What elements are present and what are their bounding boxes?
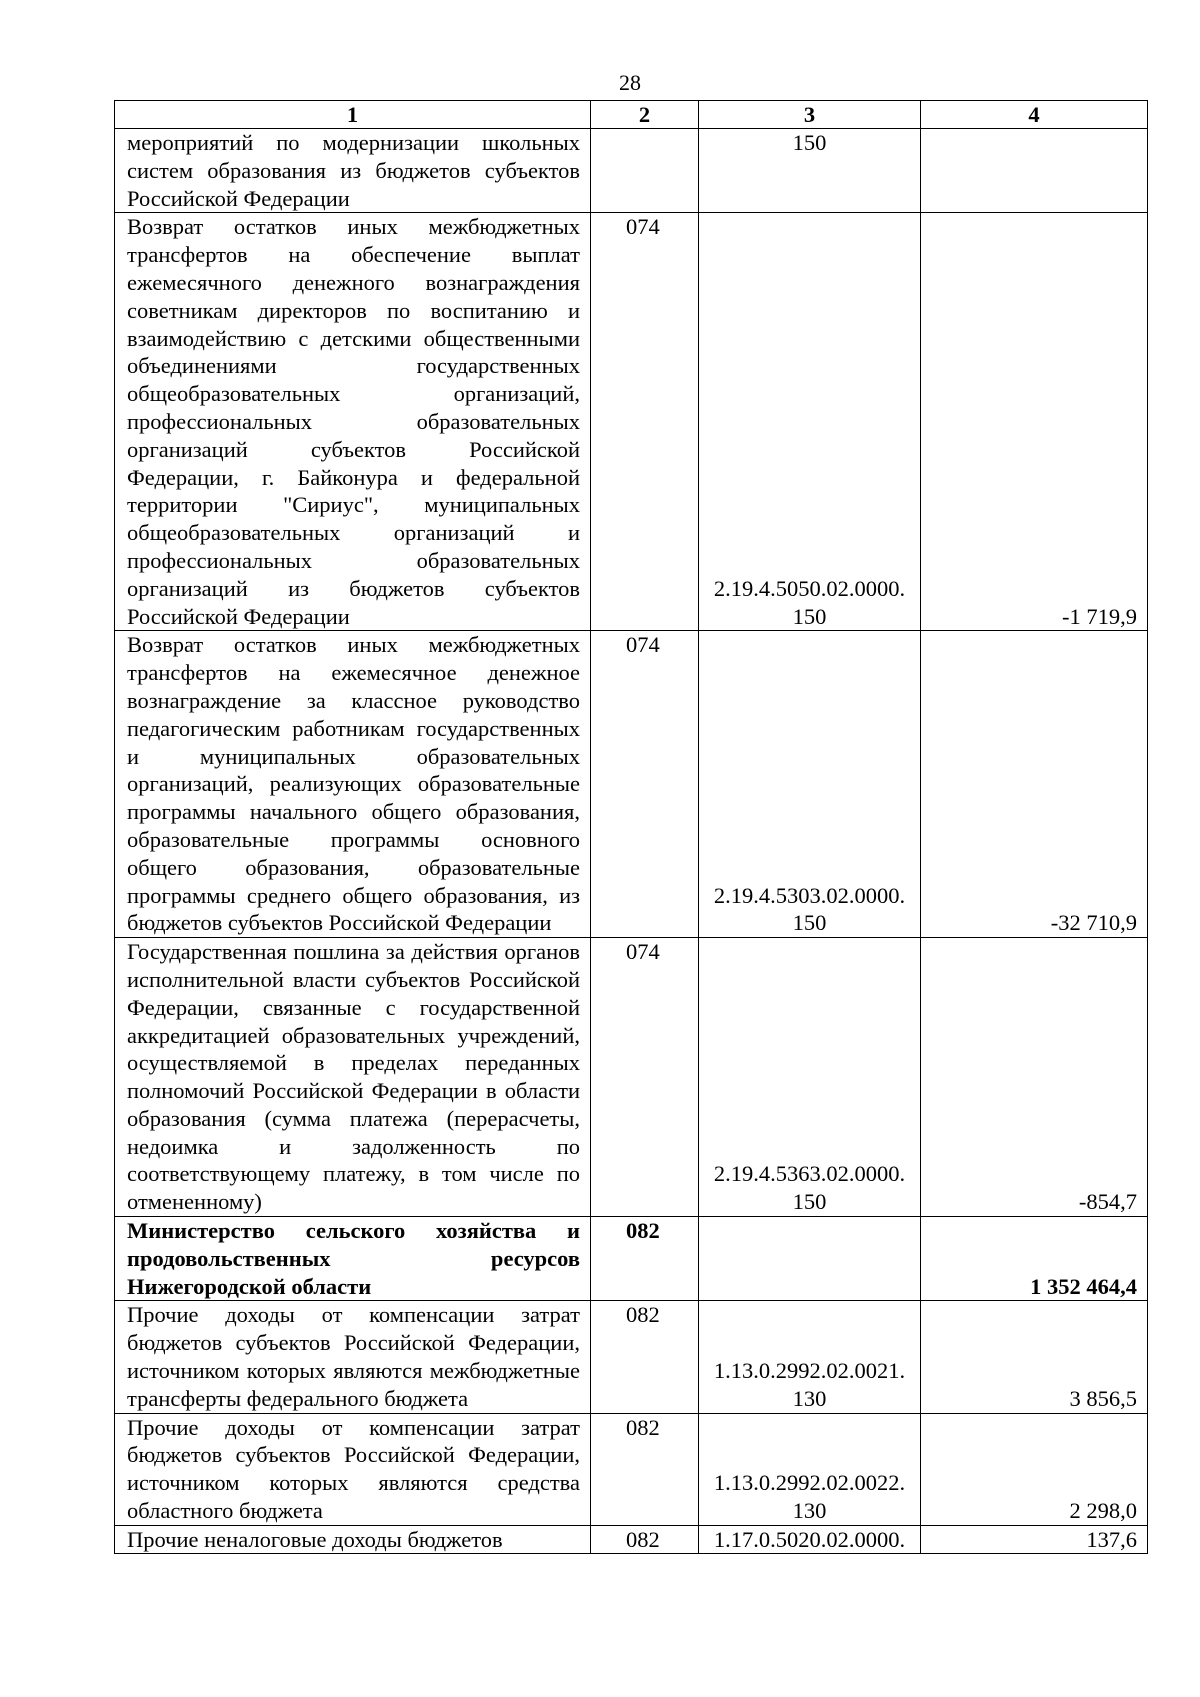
row-budget-code: 2.19.4.5050.02.0000. 150: [699, 213, 921, 631]
row-amount: 1 352 464,4: [921, 1217, 1148, 1301]
table-row: [115, 213, 1148, 631]
column-header-amount: 4: [921, 101, 1148, 129]
row-amount: 2 298,0: [921, 1413, 1148, 1525]
row-admin-code: 074: [591, 213, 699, 631]
table-row: [115, 938, 1148, 1217]
row-name: Государственная пошлина за действия органов исполнительной власти субъектов Российской Федерации, связанные с государственной аккредитацией образовательных учреждений, осуществляемой в пределах переданных полномочий Российской Федерации в области образования (сумма платежа (перерасчеты, недоимка и задолженность по соответствующему платежу, в том числе по отмененному): [115, 938, 591, 1217]
row-budget-code: 2.19.4.5363.02.0000. 150: [699, 938, 921, 1217]
row-amount: -854,7: [921, 938, 1148, 1217]
table-header-row: [115, 101, 1148, 129]
row-amount: [921, 129, 1148, 213]
row-admin-code: [591, 129, 699, 213]
budget-table: [114, 100, 1148, 1554]
row-name: Прочие доходы от компенсации затрат бюджетов субъектов Российской Федерации, источником которых являются средства областного бюджета: [115, 1413, 591, 1525]
column-header-name: 1: [115, 101, 591, 129]
row-budget-code: 1.17.0.5020.02.0000.: [699, 1525, 921, 1553]
page-number: 28: [619, 70, 641, 95]
row-name: Прочие неналоговые доходы бюджетов: [115, 1525, 591, 1553]
row-admin-code: 074: [591, 631, 699, 938]
row-amount: -1 719,9: [921, 213, 1148, 631]
row-amount: 137,6: [921, 1525, 1148, 1553]
row-name: Возврат остатков иных межбюджетных трансфертов на ежемесячное денежное вознаграждение за классное руководство педагогическим работникам государственных и муниципальных образовательных организаций, реализующих образовательные программы начального общего образования, образовательные программы основного общего образования, образовательные программы среднего общего образования, из бюджетов субъектов Российской Федерации: [115, 631, 591, 938]
table-row: [115, 1413, 1148, 1525]
table-row: [115, 129, 1148, 213]
row-budget-code: 1.13.0.2992.02.0021. 130: [699, 1301, 921, 1413]
row-admin-code: 082: [591, 1413, 699, 1525]
row-amount: -32 710,9: [921, 631, 1148, 938]
row-amount: 3 856,5: [921, 1301, 1148, 1413]
row-name: мероприятий по модернизации школьных систем образования из бюджетов субъектов Российской Федерации: [115, 129, 591, 213]
column-header-code: 3: [699, 101, 921, 129]
row-name: Прочие доходы от компенсации затрат бюджетов субъектов Российской Федерации, источником которых являются межбюджетные трансферты федерального бюджета: [115, 1301, 591, 1413]
row-budget-code: 1.13.0.2992.02.0022. 130: [699, 1413, 921, 1525]
table-row: [115, 1525, 1148, 1553]
row-admin-code: 082: [591, 1525, 699, 1553]
row-name: Возврат остатков иных межбюджетных трансфертов на обеспечение выплат ежемесячного денежного вознаграждения советникам директоров по воспитанию и взаимодействию с детскими общественными объединениями государственных общеобразовательных организаций, профессиональных образовательных организаций субъектов Российской Федерации, г. Байконура и федеральной территории "Сириус", муниципальных общеобразовательных организаций и профессиональных образовательных организаций из бюджетов субъектов Российской Федерации: [115, 213, 591, 631]
row-budget-code: [699, 1217, 921, 1301]
row-admin-code: 082: [591, 1301, 699, 1413]
row-admin-code: 074: [591, 938, 699, 1217]
row-budget-code: 2.19.4.5303.02.0000. 150: [699, 631, 921, 938]
row-admin-code: 082: [591, 1217, 699, 1301]
table-row: [115, 631, 1148, 938]
row-name: Министерство сельского хозяйства и продовольственных ресурсов Нижегородской области: [115, 1217, 591, 1301]
table-row-ministry: [115, 1217, 1148, 1301]
row-budget-code: 150: [699, 129, 921, 213]
column-header-admin: 2: [591, 101, 699, 129]
table-row: [115, 1301, 1148, 1413]
